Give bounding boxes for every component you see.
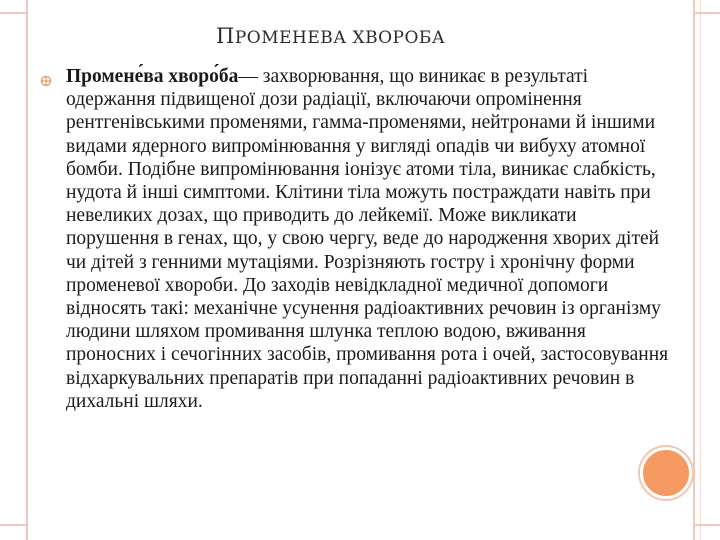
- frame-corner-bottom-left: [0, 524, 28, 540]
- slide-title: [216, 24, 445, 48]
- frame-corner-top-left: [0, 0, 28, 14]
- body-paragraph: [66, 65, 670, 413]
- circle-decoration: [640, 447, 692, 499]
- frame-corner-bottom-right: [694, 524, 720, 540]
- frame-corner-top-right: [694, 0, 720, 14]
- frame-right-line-inner: [700, 0, 701, 540]
- slide-title-initial: П: [216, 24, 235, 48]
- slide-title-rest: РОМЕНЕВА ХВОРОБА: [234, 28, 446, 48]
- frame-left-line: [26, 0, 28, 540]
- defined-term: Промене́ва хворо́ба: [66, 66, 239, 87]
- flower-bullet-icon: [40, 75, 52, 87]
- frame-right-line: [693, 0, 695, 540]
- definition-text: — захворювання, що виникає в результаті одержання підвищеної дози радіації, включаючи опромінення рентгенівськими променями, гамма-променями, нейтронами й іншими видами ядерного випромінювання у вигляді опадів чи вибуху атомної бомби. Подібне випромінювання іонізує атоми тіла, виникає слабкість, нудота й інші симптоми. Клітини тіла можуть постраждати навіть при невеликих дозах, що приводить до лейкемії. Може викликати порушення в генах, що, у свою чергу, веде до народження хворих дітей чи дітей з генними мутаціями. Розрізняють гостру і хронічну форми променевої хвороби. До заходів невідкладної медичної допомоги відносять такі: механічне усунення радіоактивних речовин із організму людини шляхом промивання шлунка теплою водою, вживання проносних і сечогінних засобів, промивання рота і очей, застосовування відхаркувальних препаратів при попаданні радіоактивних речовин в дихальні шляхи.: [66, 66, 669, 412]
